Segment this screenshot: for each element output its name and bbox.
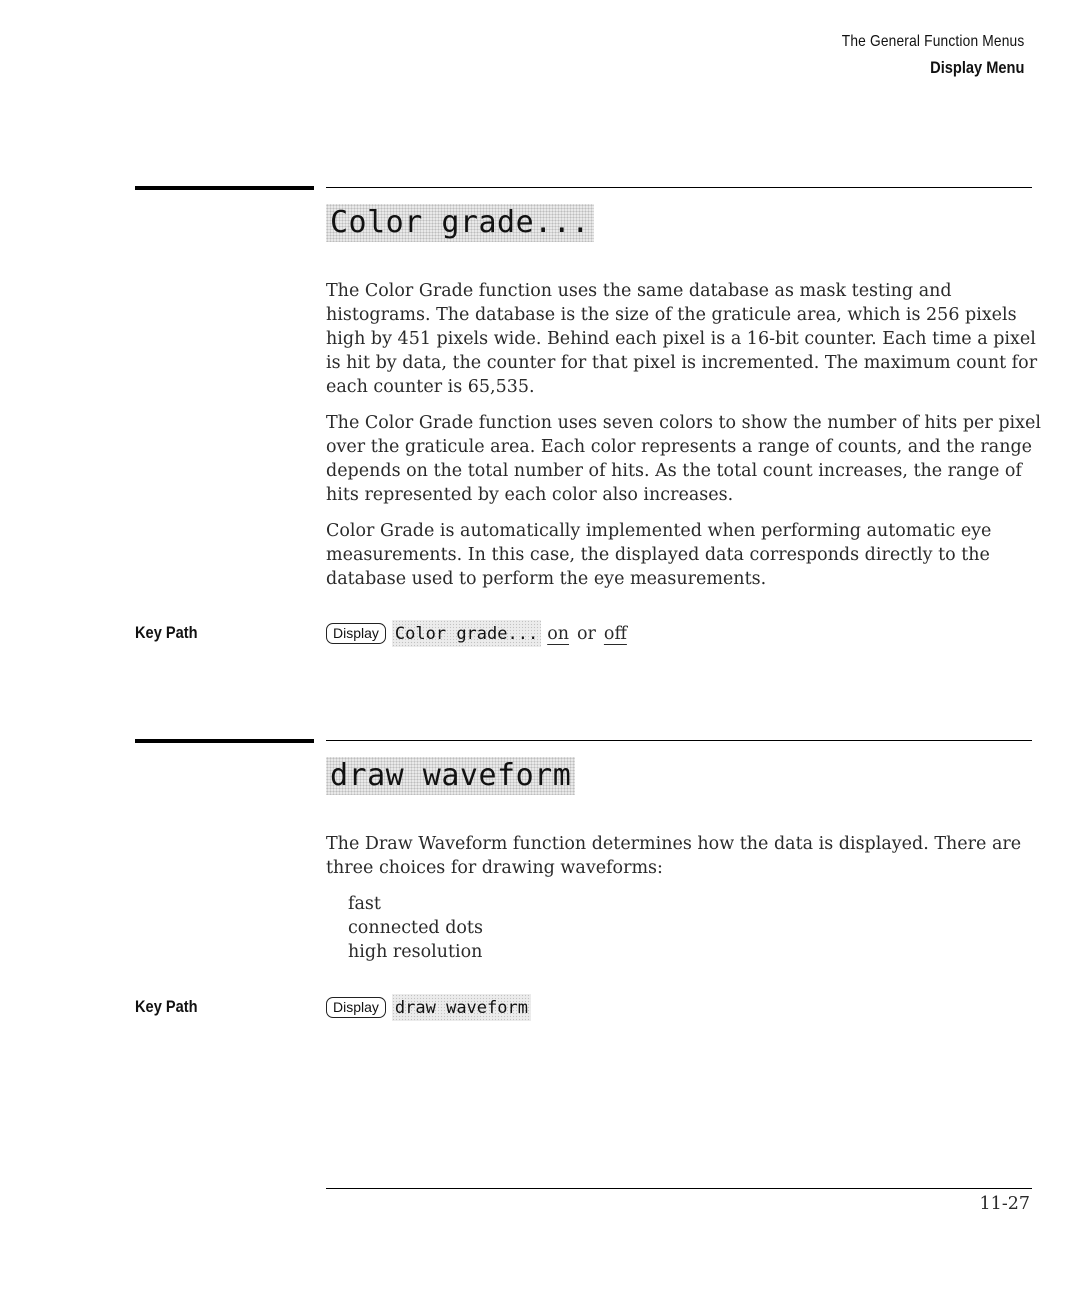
- draw-waveform-softkey: draw waveform: [392, 994, 531, 1021]
- section-heading-draw-waveform: draw waveform: [326, 757, 575, 795]
- footer-rule: [326, 1188, 1032, 1189]
- list-item: fast: [348, 894, 381, 914]
- option-conjunction: or: [577, 623, 596, 644]
- option-off: off: [603, 623, 627, 644]
- section-rule-thin: [326, 187, 1032, 188]
- draw-waveform-description: [326, 832, 1041, 964]
- list-item: connected dots: [348, 918, 483, 938]
- option-on: on: [547, 623, 570, 644]
- chapter-title: The General Function Menus: [841, 33, 1024, 50]
- section-rule-thick: [135, 739, 314, 743]
- key-path-draw-waveform: [326, 994, 531, 1021]
- section-rule-thick: [135, 186, 314, 190]
- key-path-label: Key Path: [135, 997, 198, 1016]
- display-hardkey: Display: [326, 997, 386, 1018]
- page-number: 11-27: [979, 1194, 1030, 1214]
- list-item: high resolution: [348, 942, 483, 962]
- key-path-color-grade: [326, 620, 627, 647]
- paragraph: Color Grade is automatically implemented when performing automatic eye measurements. In this case, the displayed data corresponds directly to the database used to perform the eye measurements.: [326, 521, 992, 589]
- paragraph: The Color Grade function uses seven colors to show the number of hits per pixel over the graticule area. Each color represents a range of counts, and the range depends on the total number of hits. As the total count increases, the range of hits represented by each color also increases.: [326, 413, 1041, 505]
- paragraph: The Draw Waveform function determines how the data is displayed. There are three choices for drawing waveforms:: [326, 834, 1022, 878]
- waveform-choices-list: [326, 892, 1041, 964]
- section-heading-color-grade: Color grade...: [326, 204, 594, 242]
- color-grade-softkey: Color grade...: [392, 620, 541, 647]
- color-grade-description: [326, 279, 1041, 603]
- paragraph: The Color Grade function uses the same database as mask testing and histograms. The database is the size of the graticule area, which is 256 pixels high by 451 pixels wide. Behind each pixel is a 16-bit counter. Each time a pixel is hit by data, the counter for that pixel is incremented. The maximum count for each counter is 65,535.: [326, 281, 1038, 397]
- display-hardkey: Display: [326, 623, 386, 644]
- running-header: [812, 32, 1024, 80]
- section-title: Display Menu: [929, 58, 1024, 77]
- key-path-label: Key Path: [135, 623, 198, 642]
- section-rule-thin: [326, 740, 1032, 741]
